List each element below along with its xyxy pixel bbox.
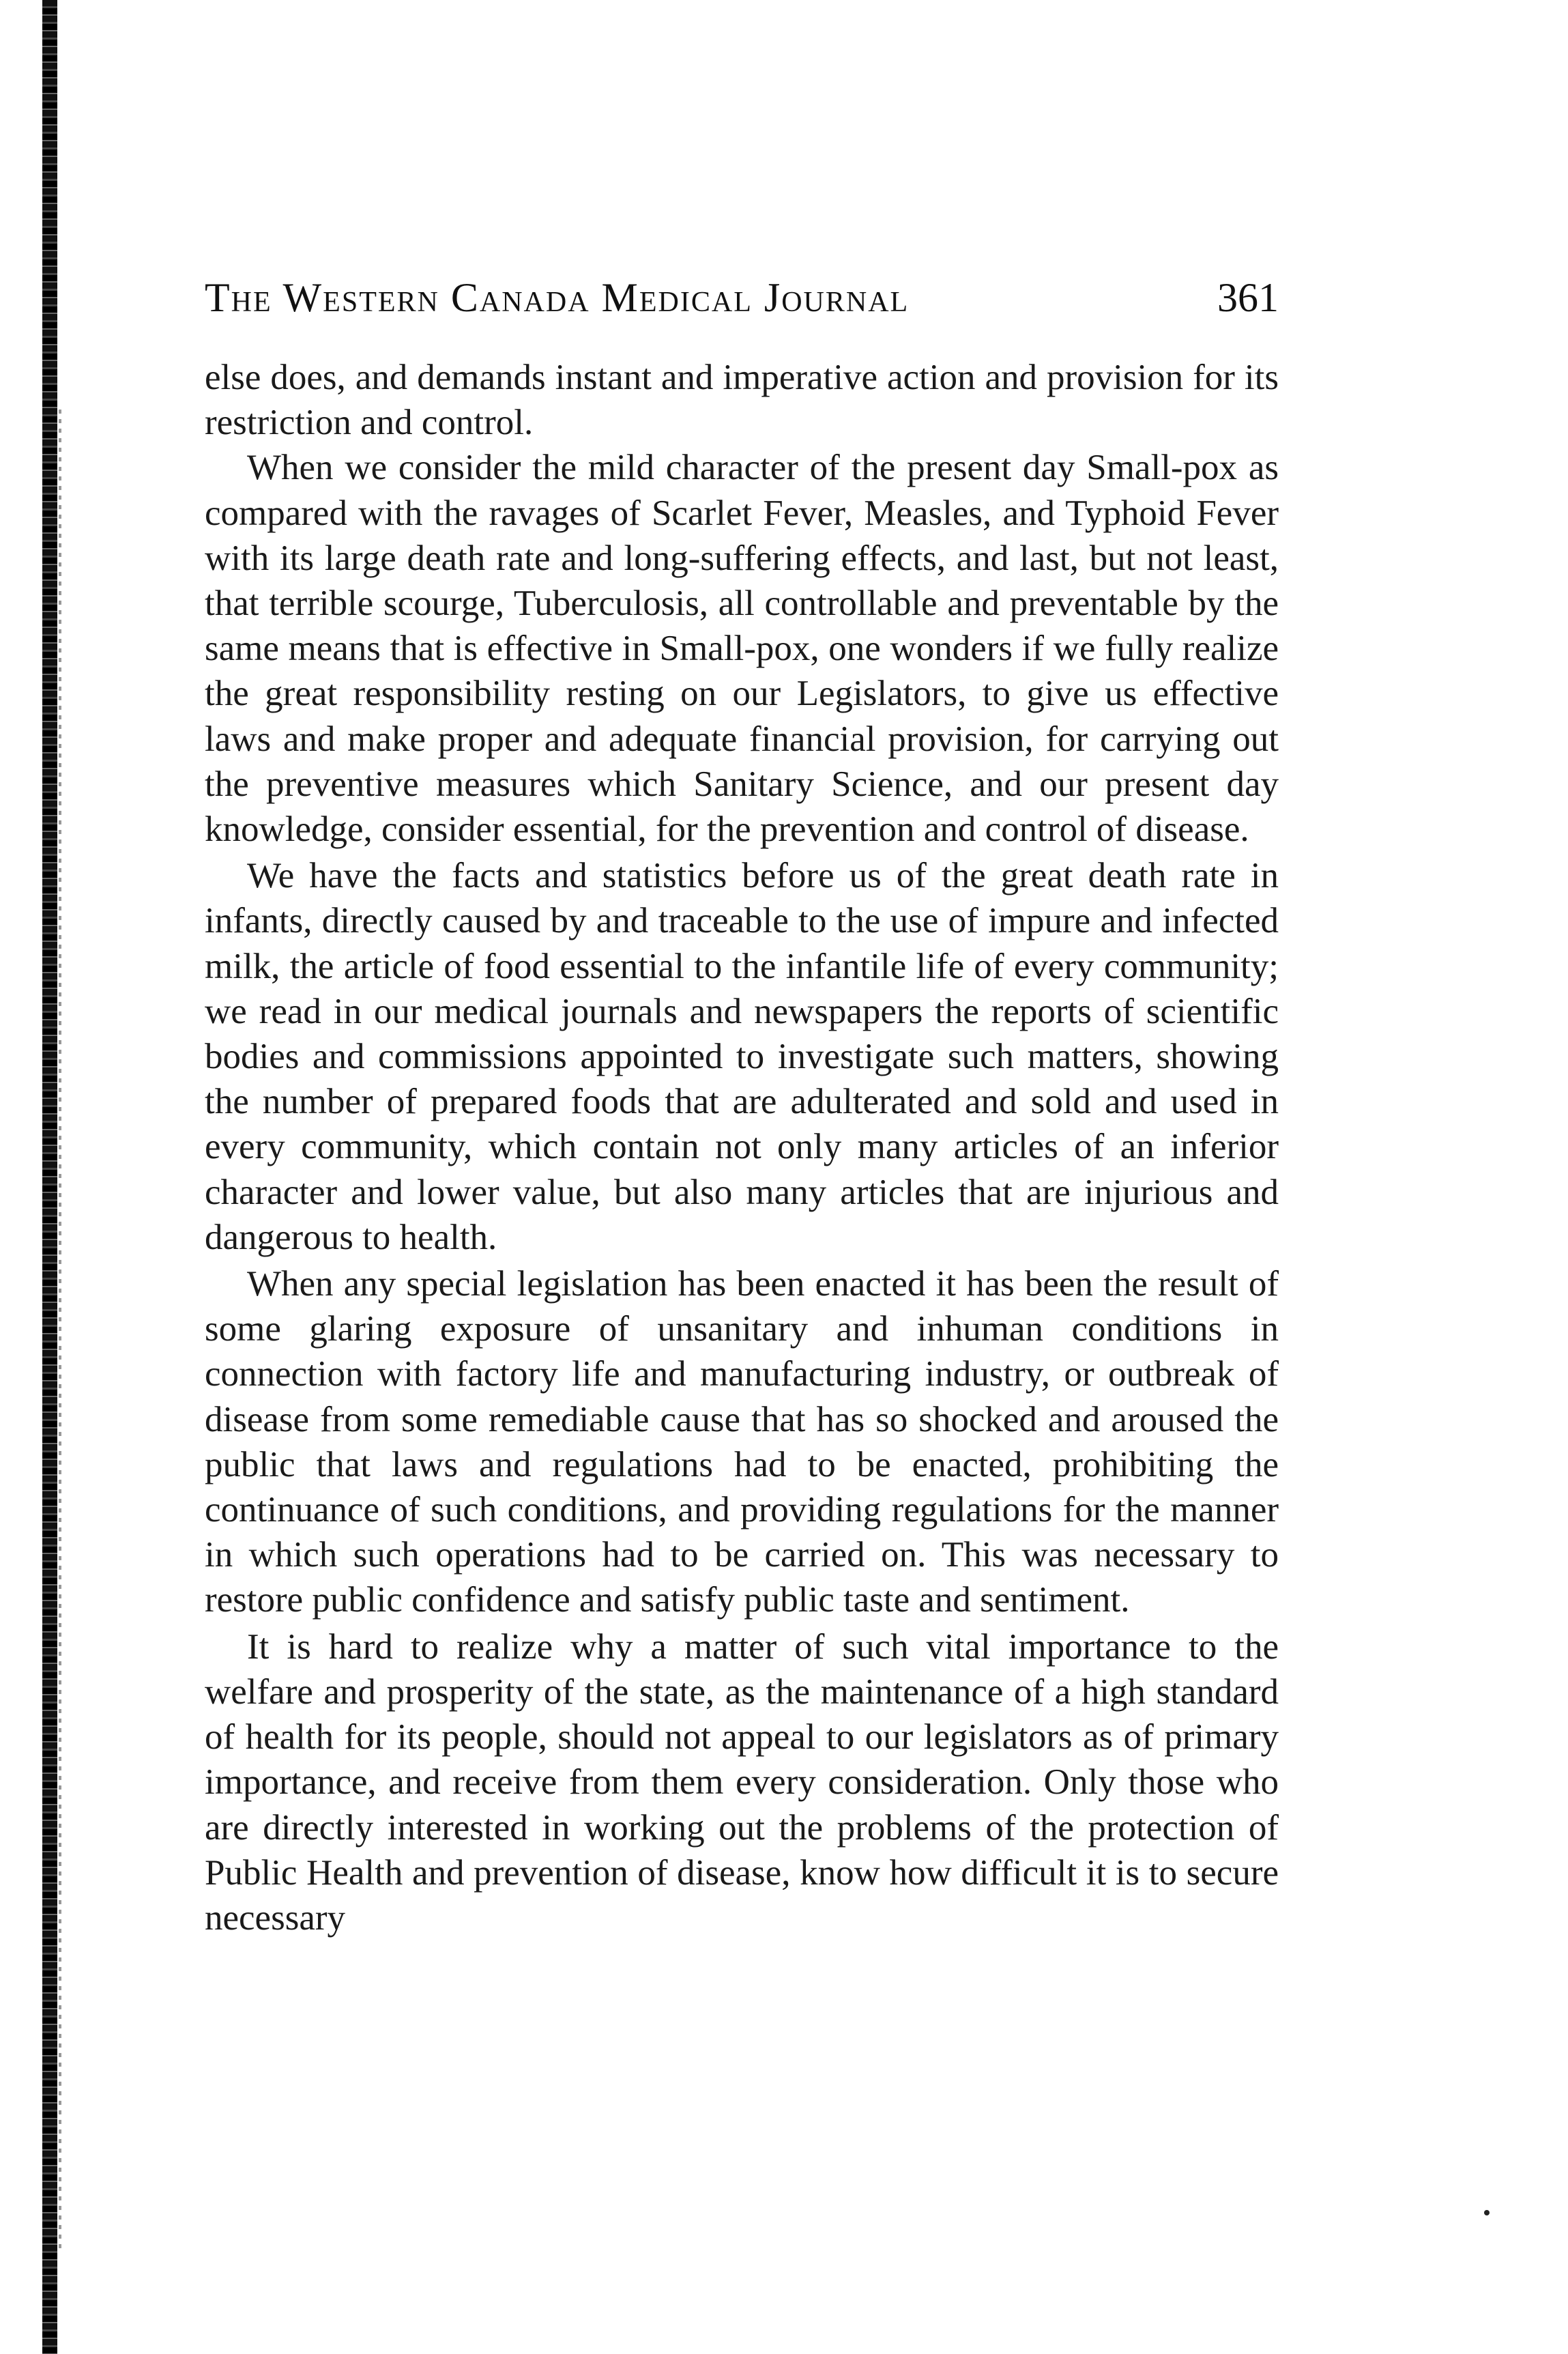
- paragraph-smallpox-comparison: When we consider the mild character of the present day Small-pox as compared with the ravages of Scarlet Fever, Measles, and Typhoid Fever with its large death rate and long-suffering effects, and last, but not least, that terrible scourge, Tuberculosis, all controllable and preventable by the same means that is effective in Small-pox, one wonders if we fully realize the great responsibility resting on our Legislators, to give us effective laws and make proper and adequate financial provision, for carrying out the preventive measures which Sanitary Science, and our present day knowledge, consider essential, for the prevention and control of disease.: [205, 448, 1279, 850]
- paragraph-infant-death-rate: We have the facts and statistics before us of the great death rate in infants, directly caused by and traceable to the use of impure and infected milk, the article of food essential to the infantile life of every community; we read in our medical journals and newspapers the reports of scientific bodies and commissions appointed to investigate such matters, showing the number of prepared foods that are adulterated and sold and used in every community, which contain not only many articles of an inferior character and lower value, but also many articles that are injurious and dangerous to health.: [205, 856, 1279, 1257]
- paragraph-special-legislation: When any special legislation has been enacted it has been the result of some glaring exposure of unsanitary and inhuman conditions in connection with factory life and manufacturing industry, or outbreak of disease from some remediable cause that has so shocked and aroused the public that laws and regulations had to be enacted, prohibiting the continuance of such conditions, and providing regulations for the manner in which such operations had to be carried on. This was necessary to restore public confidence and satisfy public taste and sentiment.: [205, 1264, 1279, 1620]
- running-header: [205, 274, 1279, 329]
- article-body: [205, 355, 1279, 1940]
- page-number: 361: [1217, 275, 1279, 320]
- paragraph-vital-importance: It is hard to realize why a matter of such vital importance to the welfare and prosperity of the state, as the maintenance of a high standard of health for its people, should not appeal to our legislators as of primary importance, and receive from them every consideration. Only those who are directly interested in working out the problems of the protection of Public Health and prevention of disease, know how difficult it is to secure necessary: [205, 1626, 1279, 1938]
- paragraph-continuation: else does, and demands instant and imperative action and provision for its restriction and control.: [205, 358, 1279, 443]
- journal-title: The Western Canada Medical Journal: [205, 275, 910, 320]
